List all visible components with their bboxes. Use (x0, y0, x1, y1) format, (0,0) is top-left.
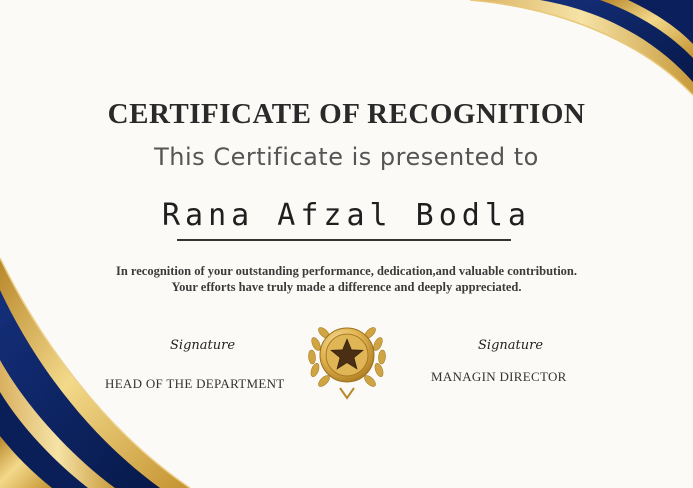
recipient-name: Rana Afzal Bodla (162, 198, 531, 233)
managing-director-role: MANAGIN DIRECTOR (431, 369, 567, 384)
recognition-line-2: Your efforts have truly made a difference and deeply appreciated. (171, 280, 522, 294)
recognition-text (60, 263, 633, 295)
certificate-subtitle: This Certificate is presented to (154, 143, 539, 171)
right-signature: Signature (478, 338, 544, 353)
top-right-swoosh (470, 0, 693, 95)
name-underline (177, 239, 511, 241)
recognition-line-1: In recognition of your outstanding performance, dedication,and valuable contribution. (115, 264, 578, 278)
star-medal-icon (304, 314, 390, 400)
left-signature: Signature (170, 338, 236, 353)
head-of-department-role: HEAD OF THE DEPARTMENT (105, 376, 285, 391)
certificate-title: CERTIFICATE OF RECOGNITION (107, 98, 586, 130)
